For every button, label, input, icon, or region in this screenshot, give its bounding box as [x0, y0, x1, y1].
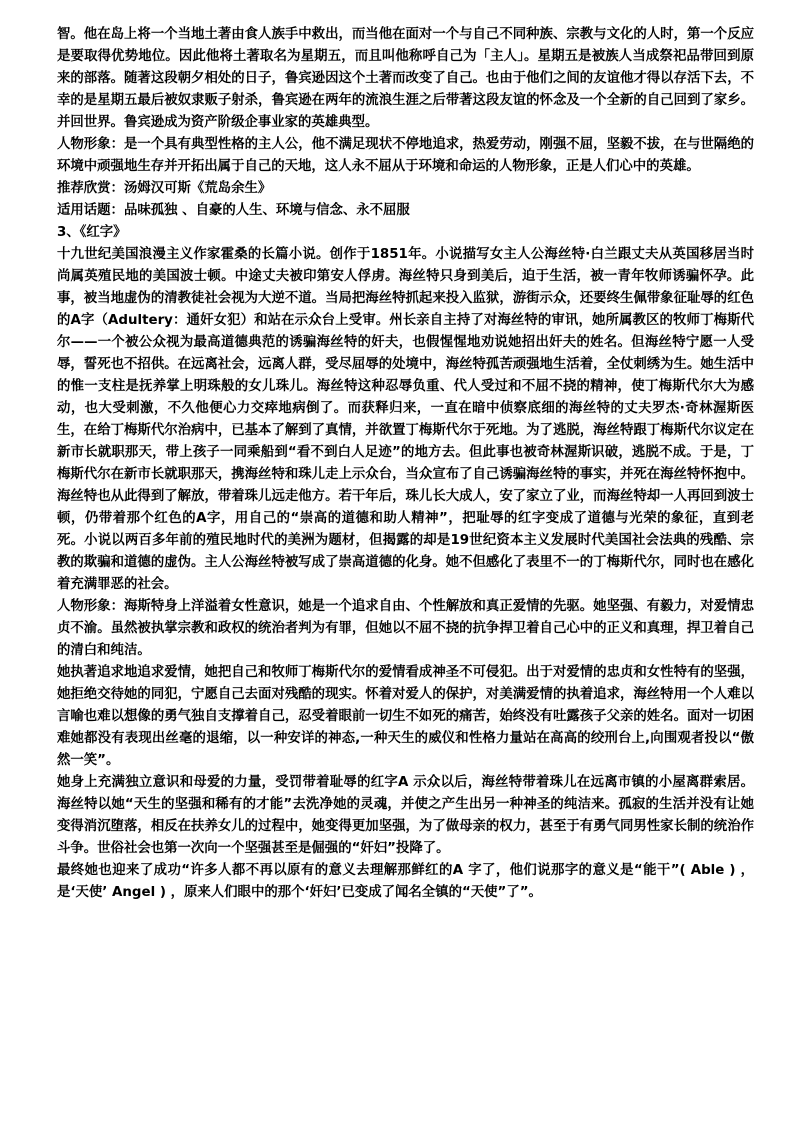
section-heading-scarlet-letter: 3、《红字》: [57, 225, 127, 240]
paragraph-robinson-story: 智。他在岛上将一个当地土著由食人族手中救出，而当他在面对一个与自己不同种族、宗教与文化的人时，第一个反应是要取得优势地位。因此他将土著取名为星期五，而且叫他称呼自己为「主人」。星期五是被族人当成祭祀品带回到原来的部落。随著这段朝夕相处的日子，鲁宾逊因这个土著而改变了自己。也由于他们之间的友谊他才得以存活下去，不幸的是星期五最后被奴隶贩子射杀，鲁宾逊在两年的流浪生涯之后带著这段友谊的怀念及一个全新的自己回到了家乡。并回世界。鲁宾逊成为资产阶级企事业家的英雄典型。: [57, 27, 754, 130]
paragraph-robinson-character: 人物形象：是一个具有典型性格的主人公，他不满足现状不停地追求，热爱劳动，刚强不屈，坚毅不拔，在与世隔绝的环境中顽强地生存并开拓出属于自己的天地，这人永不屈从于环境和命运的人物形象，正是人们心中的英雄。: [57, 137, 754, 174]
paragraph-hester-love: 她执著追求地追求爱情，她把自己和牧师丁梅斯代尔的爱情看成神圣不可侵犯。出于对爱情的忠贞和女性特有的坚强，她拒绝交待她的同犯，宁愿自己去面对残酷的现实。怀着对爱人的保护，对美满爱情的执着追求，海丝特用一个人难以言喻也难以想像的勇气独自支撑着自己，忍受着眼前一切生不如死的痛苦，始终没有吐露孩子父亲的姓名。面对一切困难她都没有表现出丝毫的退缩，以一种安详的神态,一种天生的威仪和性格力量站在高高的绞刑台上,向围观者投以“傲然一笑”。: [57, 665, 754, 768]
paragraph-topics: 适用话题：品味孤独 、自豪的人生、环境与信念、永不屈服: [57, 203, 410, 218]
paragraph-scarlet-letter-plot: 十九世纪美国浪漫主义作家霍桑的长篇小说。创作于1851年。小说描写女主人公海丝特·白兰跟丈夫从英国移居当时尚属英殖民地的美国波士顿。中途丈夫被印第安人俘虏。海丝特只身到美后，迫于生活，被一青年牧师诱骗怀孕。此事，被当地虚伪的清教徒社会视为大逆不道。当局把海丝特抓起来投入监狱，游街示众，还要终生佩带象征耻辱的红色的A字（Adultery：通奸女犯）和站在示众台上受审。州长亲自主持了对海丝特的审讯，她所属教区的牧师丁梅斯代尔——一个被公众视为最高道德典范的诱骗海丝特的奸夫，也假惺惺地劝说她招出奸夫的姓名。但海丝特宁愿一人受辱，誓死也不招供。在远离社会，远离人群，受尽屈辱的处境中，海丝特孤苦顽强地生活着，全仗刺绣为生。她生活中的惟一支柱是抚养掌上明珠般的女儿珠儿。海丝特这种忍辱负重、代人受过和不屈不挠的精神，使丁梅斯代尔大为感动，也大受刺激，不久他便心力交瘁地病倒了。而获释归来，一直在暗中侦察底细的海丝特的丈夫罗杰·奇林渥斯医生，在给丁梅斯代尔治病中，已基本了解到了真情，并欲置丁梅斯代尔于死地。为了逃脱，海丝特跟丁梅斯代尔议定在新市长就职那天，带上孩子一同乘船到“看不到白人足迹”的地方去。但此事也被奇林渥斯识破，逃脱不成。于是，丁梅斯代尔在新市长就职那天，携海丝特和珠儿走上示众台，当众宣布了自己诱骗海丝特的事实，并死在海丝特怀抱中。海丝特也从此得到了解放，带着珠儿远走他方。若干年后，珠儿长大成人，安了家立了业，而海丝特却一人再回到波士顿，仍带着那个红色的A字，用自己的“崇高的道德和助人精神”，把耻辱的红字变成了道德与光荣的象征，直到老死。小说以两百多年前的殖民地时代的美洲为题材，但揭露的却是19世纪资本主义发展时代美国社会法典的残酷、宗教的欺骗和道德的虚伪。主人公海丝特被写成了崇高道德的化身。她不但感化了表里不一的丁梅斯代尔，同时也在感化着充满罪恶的社会。: [57, 247, 754, 592]
paragraph-hester-character: 人物形象：海斯特身上洋溢着女性意识，她是一个追求自由、个性解放和真正爱情的先驱。她坚强、有毅力，对爱情忠贞不渝。虽然被执掌宗教和政权的统治者判为有罪，但她以不屈不挠的抗争捍卫着自己心中的正义和真理，捍卫着自己的清白和纯洁。: [57, 599, 754, 658]
paragraph-recommendation: 推荐欣赏：汤姆汉可斯《荒岛余生》: [57, 181, 272, 196]
paragraph-hester-independence: 她身上充满独立意识和母爱的力量，受罚带着耻辱的红字A 示众以后，海丝特带着珠儿在远离市镇的小屋离群索居。海丝特以她“天生的坚强和稀有的才能”去洗净她的灵魂，并使之产生出另一种神圣的纯洁来。孤寂的生活并没有让她变得消沉堕落，相反在扶养女儿的过程中，她变得更加坚强，为了做母亲的权力，甚至于有勇气同男性家长制的统治作斗争。世俗社会也第一次向一个坚强甚至是倔强的“奸妇”投降了。: [57, 775, 754, 856]
paragraph-hester-success: 最终她也迎来了成功“许多人都不再以原有的意义去理解那鲜红的A 字了，他们说那字的意义是“能干”( Able ) ，是‘天使’ Angel ) ，原来人们眼中的那个‘奸妇’已变成了闻名全镇的“天使”了”。: [57, 863, 754, 900]
